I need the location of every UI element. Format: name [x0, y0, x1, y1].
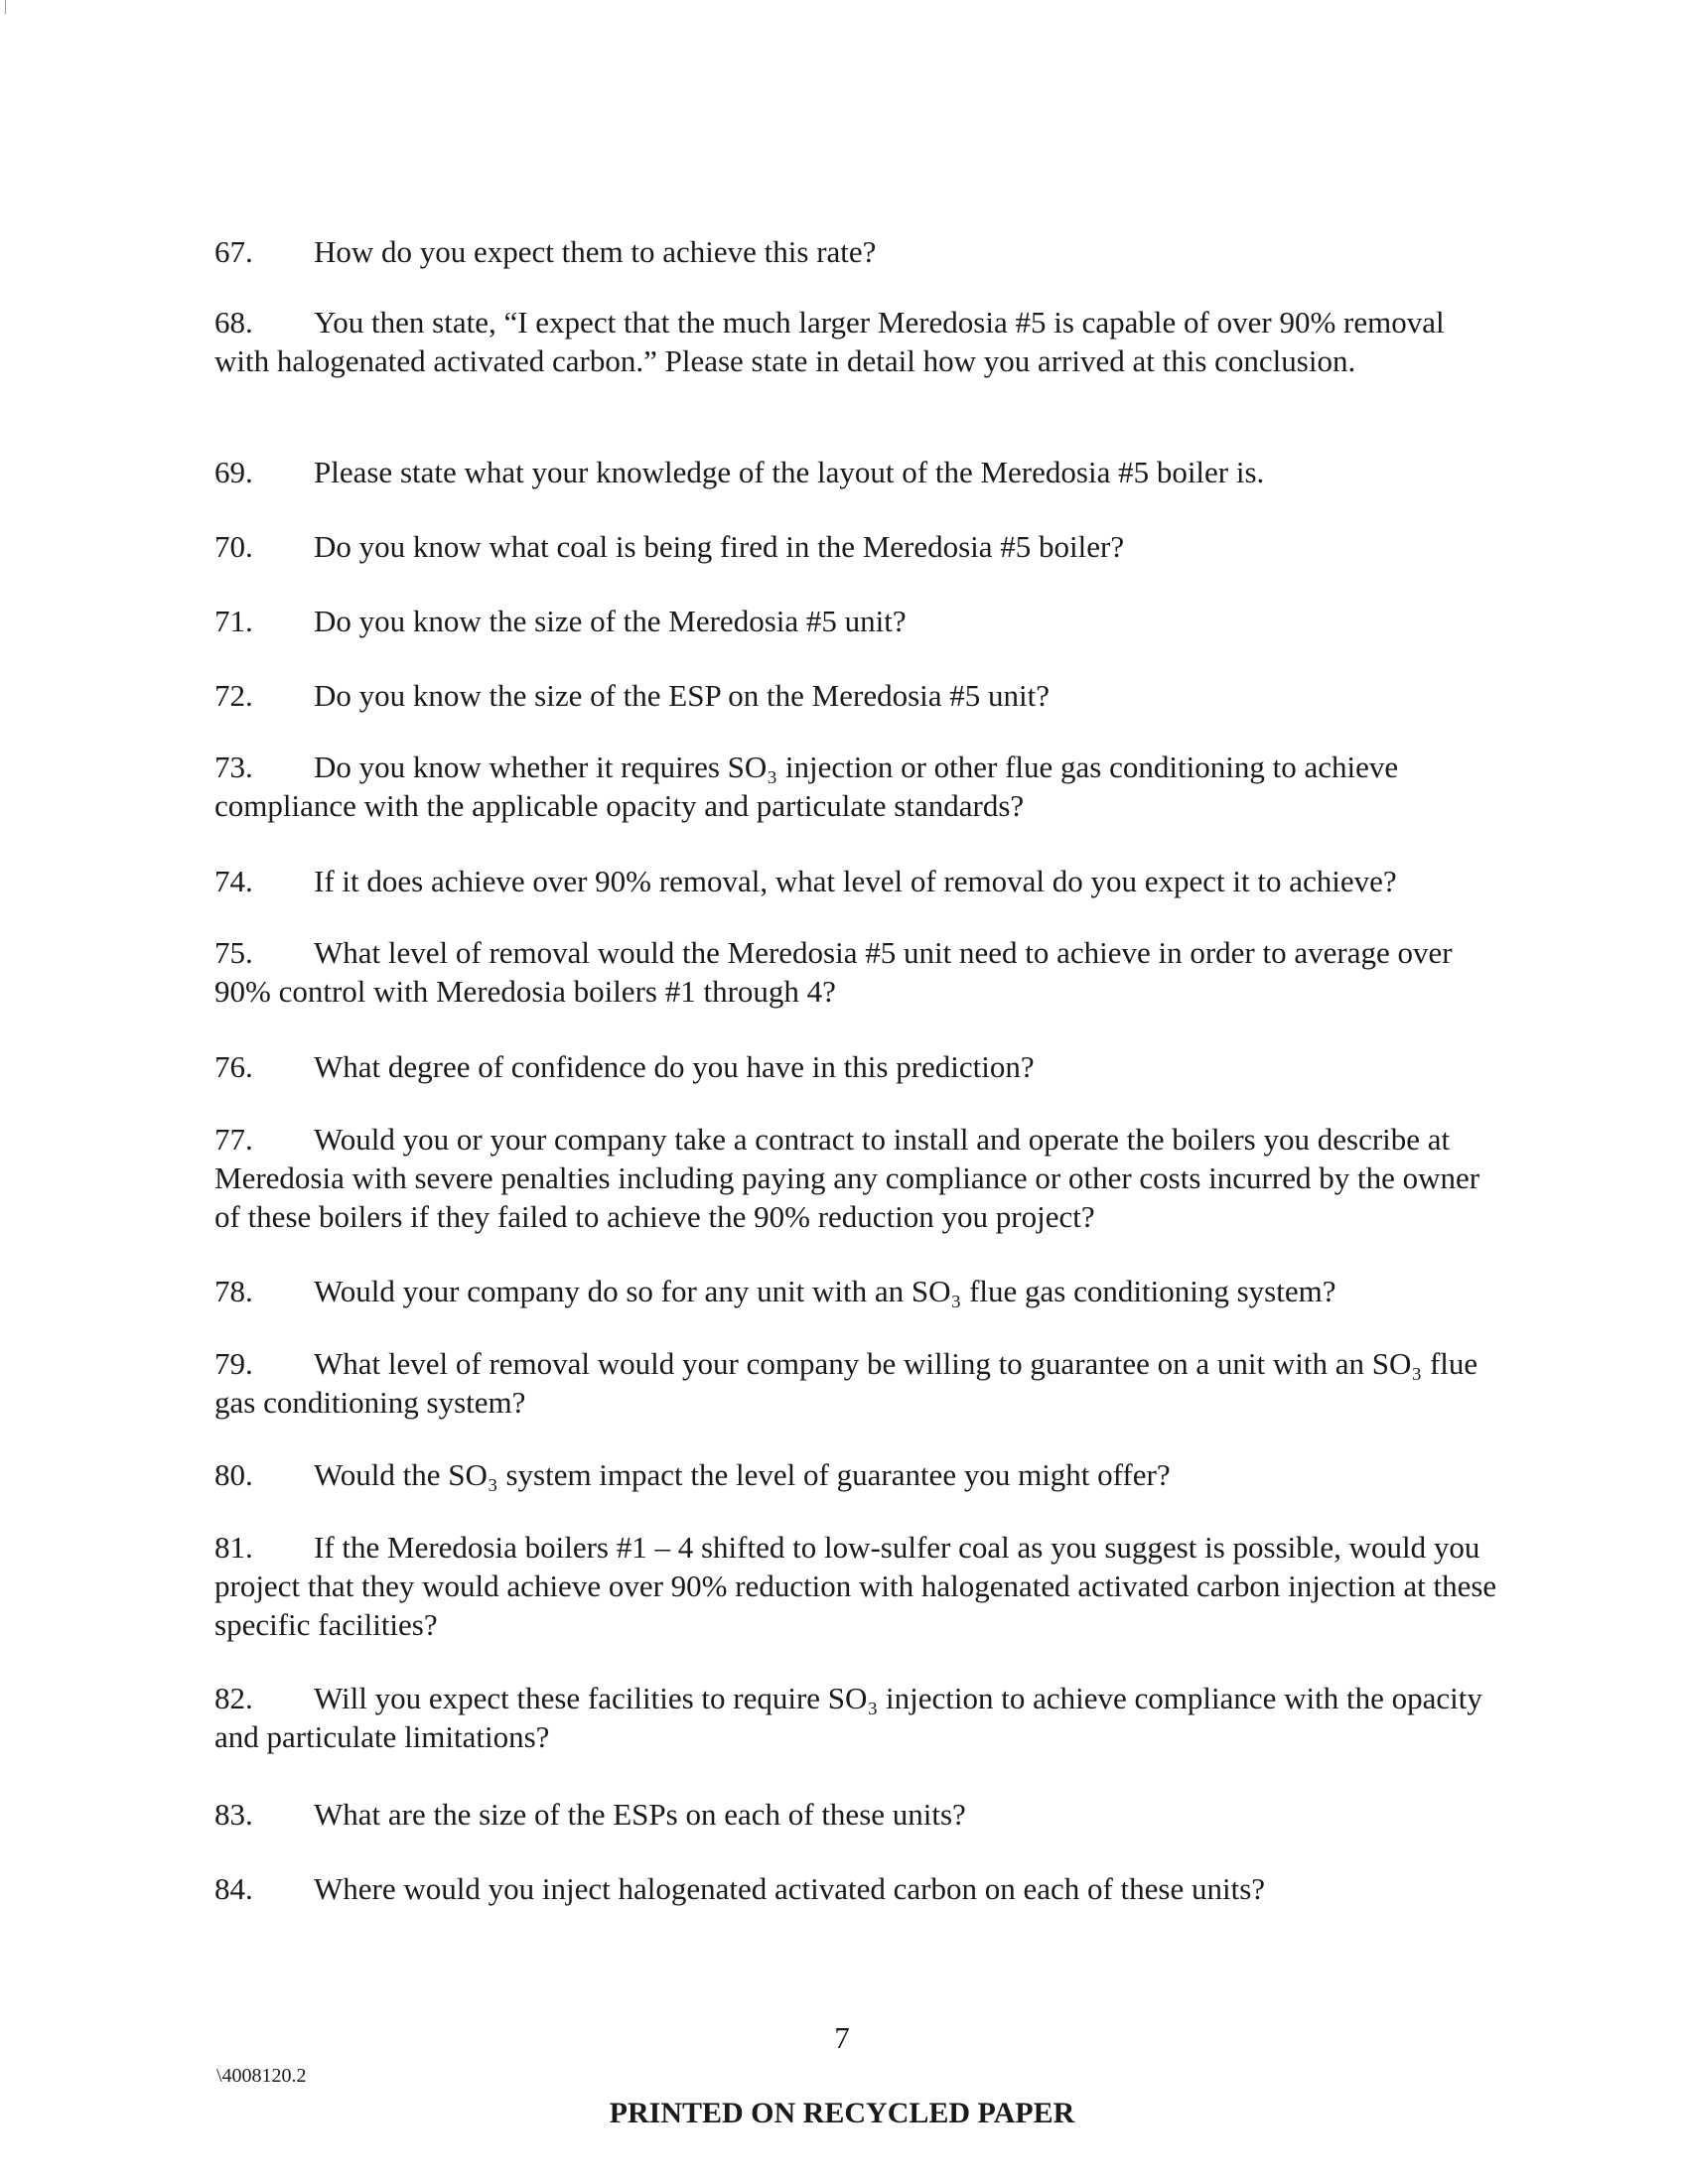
question-number: 68. [214, 305, 253, 340]
question-71 [214, 602, 1505, 640]
question-70 [214, 527, 1505, 566]
question-text: What level of removal would your company be willing to guarantee on a unit with an SO₃ flue gas conditioning system? [214, 1346, 1478, 1420]
question-67 [214, 232, 1505, 271]
question-text: Do you know the size of the ESP on the Meredosia #5 unit? [314, 678, 1051, 713]
question-text: Will you expect these facilities to require SO₃ injection to achieve compliance with the opacity and particulate limitations? [214, 1681, 1482, 1754]
question-74 [214, 862, 1505, 900]
question-text: Would you or your company take a contract to install and operate the boilers you describe at Meredosia with severe penalties including paying any compliance or other costs incurred by the owner of these boilers if they failed to achieve the 90% reduction you project? [214, 1122, 1480, 1234]
question-number: 69. [214, 455, 253, 489]
question-number: 67. [214, 234, 253, 269]
question-78 [214, 1272, 1505, 1310]
question-text: What level of removal would the Meredosia #5 unit need to achieve in order to average over 90% control with Meredosia boilers #1 through 4? [214, 935, 1453, 1009]
recycled-paper-notice: PRINTED ON RECYCLED PAPER [609, 2097, 1075, 2129]
question-number: 84. [214, 1871, 253, 1906]
question-76 [214, 1047, 1505, 1086]
question-number: 77. [214, 1122, 253, 1157]
question-text: Do you know what coal is being fired in the Meredosia #5 boiler? [314, 529, 1125, 564]
question-72 [214, 676, 1505, 715]
question-text: What degree of confidence do you have in this prediction? [314, 1049, 1035, 1084]
question-text: Would your company do so for any unit with an SO₃ flue gas conditioning system? [314, 1274, 1336, 1308]
question-75 [214, 933, 1505, 1011]
question-80 [214, 1455, 1505, 1494]
question-text: Do you know the size of the Meredosia #5 unit? [314, 604, 907, 638]
question-text: Would the SO₃ system impact the level of guarantee you might offer? [314, 1457, 1171, 1492]
question-84 [214, 1869, 1505, 1908]
question-number: 80. [214, 1457, 253, 1492]
page-number: 7 [834, 2020, 850, 2055]
question-83 [214, 1795, 1505, 1834]
question-number: 78. [214, 1274, 253, 1308]
question-73 [214, 748, 1505, 825]
question-number: 73. [214, 750, 253, 784]
question-text: What are the size of the ESPs on each of these units? [314, 1797, 966, 1832]
question-text: You then state, “I expect that the much larger Meredosia #5 is capable of over 90% removal with halogenated activated carbon.” Please state in detail how you arrived at this conclusion. [214, 305, 1445, 378]
question-number: 79. [214, 1346, 253, 1381]
question-82 [214, 1679, 1505, 1756]
question-text: Where would you inject halogenated activated carbon on each of these units? [314, 1871, 1266, 1906]
question-68 [214, 303, 1505, 380]
question-number: 70. [214, 529, 253, 564]
question-text: Please state what your knowledge of the layout of the Meredosia #5 boiler is. [314, 455, 1265, 489]
question-77 [214, 1120, 1505, 1236]
question-number: 76. [214, 1049, 253, 1084]
question-number: 72. [214, 678, 253, 713]
question-81 [214, 1528, 1505, 1644]
question-number: 81. [214, 1530, 253, 1565]
question-number: 71. [214, 604, 253, 638]
question-number: 83. [214, 1797, 253, 1832]
question-text: If the Meredosia boilers #1 – 4 shifted to low-sulfer coal as you suggest is possible, would you project that they would achieve over 90% reduction with halogenated activated carbon injection at these specific facilities? [214, 1530, 1497, 1642]
question-number: 74. [214, 864, 253, 898]
question-69 [214, 453, 1505, 491]
question-number: 75. [214, 935, 253, 970]
document-id: \4008120.2 [216, 2065, 307, 2087]
question-text: How do you expect them to achieve this rate? [314, 234, 877, 269]
scan-edge-mark [5, 0, 6, 14]
question-79 [214, 1344, 1505, 1422]
question-number: 82. [214, 1681, 253, 1715]
question-text: If it does achieve over 90% removal, what level of removal do you expect it to achieve? [314, 864, 1397, 898]
question-text: Do you know whether it requires SO₃ injection or other flue gas conditioning to achieve compliance with the applicable opacity and particulate standards? [214, 750, 1399, 823]
